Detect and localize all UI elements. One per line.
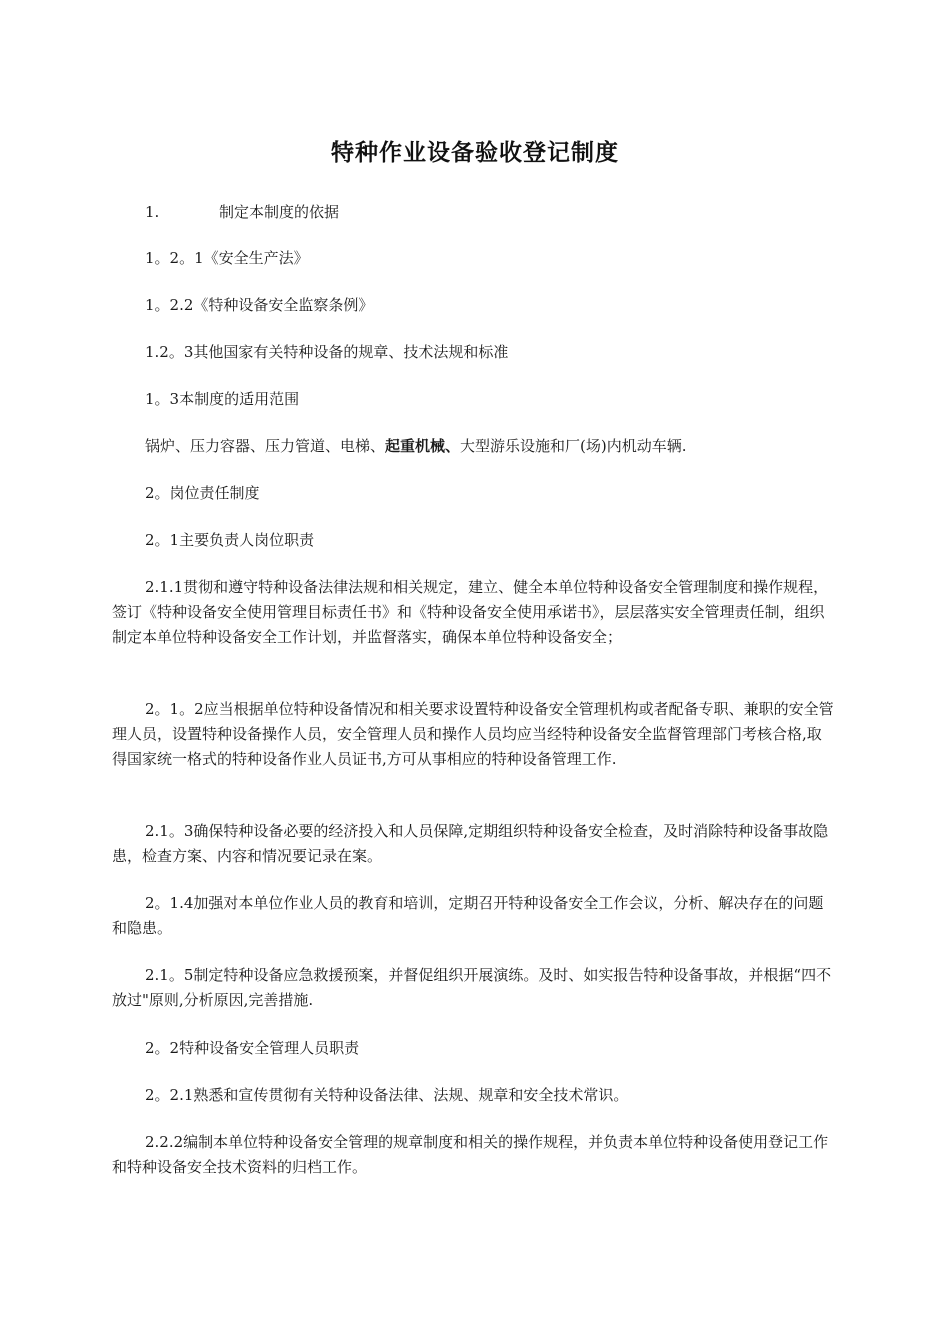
clause-1-2-1: 1。2。1《安全生产法》 — [145, 249, 309, 267]
scope-bold-term: 起重机械、 — [385, 437, 461, 455]
clause-1-3: 1。3本制度的适用范围 — [145, 390, 300, 408]
clause-2-2-2: 2.2.2编制本单位特种设备安全管理的规章制度和相关的操作规程，并负责本单位特种设备使用登记工作和特种设备安全技术资料的归档工作。 — [112, 1133, 829, 1176]
section-1-number: 1. — [145, 203, 160, 221]
scope-text-before: 锅炉、压力容器、压力管道、电梯、 — [145, 437, 386, 455]
clause-2-1-1: 2.1.1贯彻和遵守特种设备法律法规和相关规定，建立、健全本单位特种设备安全管理制度和操作规程，签订《特种设备安全使用管理目标责任书》和《特种设备安全使用承诺书》，层层落实安全管理责任制，组织制定本单位特种设备安全工作计划，并监督落实，确保本单位特种设备安全； — [112, 578, 829, 646]
section-1-label: 制定本制度的依据 — [219, 203, 340, 221]
scope-text-after: 大型游乐设施和厂(场)内机动车辆. — [460, 437, 687, 455]
clause-2-2-1: 2。2.1熟悉和宣传贯彻有关特种设备法律、法规、规章和安全技术常识。 — [145, 1086, 629, 1104]
clause-2-1-5: 2.1。5制定特种设备应急救援预案，并督促组织开展演练。及时、如实报告特种设备事故，并根据“四不放过"原则,分析原因,完善措施. — [112, 966, 832, 1009]
clause-1-2-2: 1。2.2《特种设备安全监察条例》 — [145, 296, 374, 314]
clause-2-1: 2。1主要负责人岗位职责 — [145, 531, 315, 549]
clause-2-2: 2。2特种设备安全管理人员职责 — [145, 1039, 360, 1057]
clause-1-2-3: 1.2。3其他国家有关特种设备的规章、技术法规和标准 — [145, 343, 509, 361]
clause-2-1-3: 2.1。3确保特种设备必要的经济投入和人员保障,定期组织特种设备安全检查，及时消除特种设备事故隐患，检查方案、内容和情况要记录在案。 — [112, 822, 829, 865]
section-1-heading — [145, 200, 835, 225]
clause-2-1-4: 2。1.4加强对本单位作业人员的教育和培训，定期召开特种设备安全工作会议，分析、解决存在的问题和隐患。 — [112, 894, 824, 937]
clause-2-1-2: 2。1。2应当根据单位特种设备情况和相关要求设置特种设备安全管理机构或者配备专职、兼职的安全管理人员，设置特种设备操作人员，安全管理人员和操作人员均应当经特种设备安全监督管理部门考核合格,取得国家统一格式的特种设备作业人员证书,方可从事相应的特种设备管理工作. — [112, 700, 834, 768]
scope-paragraph — [145, 434, 835, 459]
document-title: 特种作业设备验收登记制度 — [331, 140, 619, 166]
section-2-heading: 2。岗位责任制度 — [145, 484, 260, 502]
